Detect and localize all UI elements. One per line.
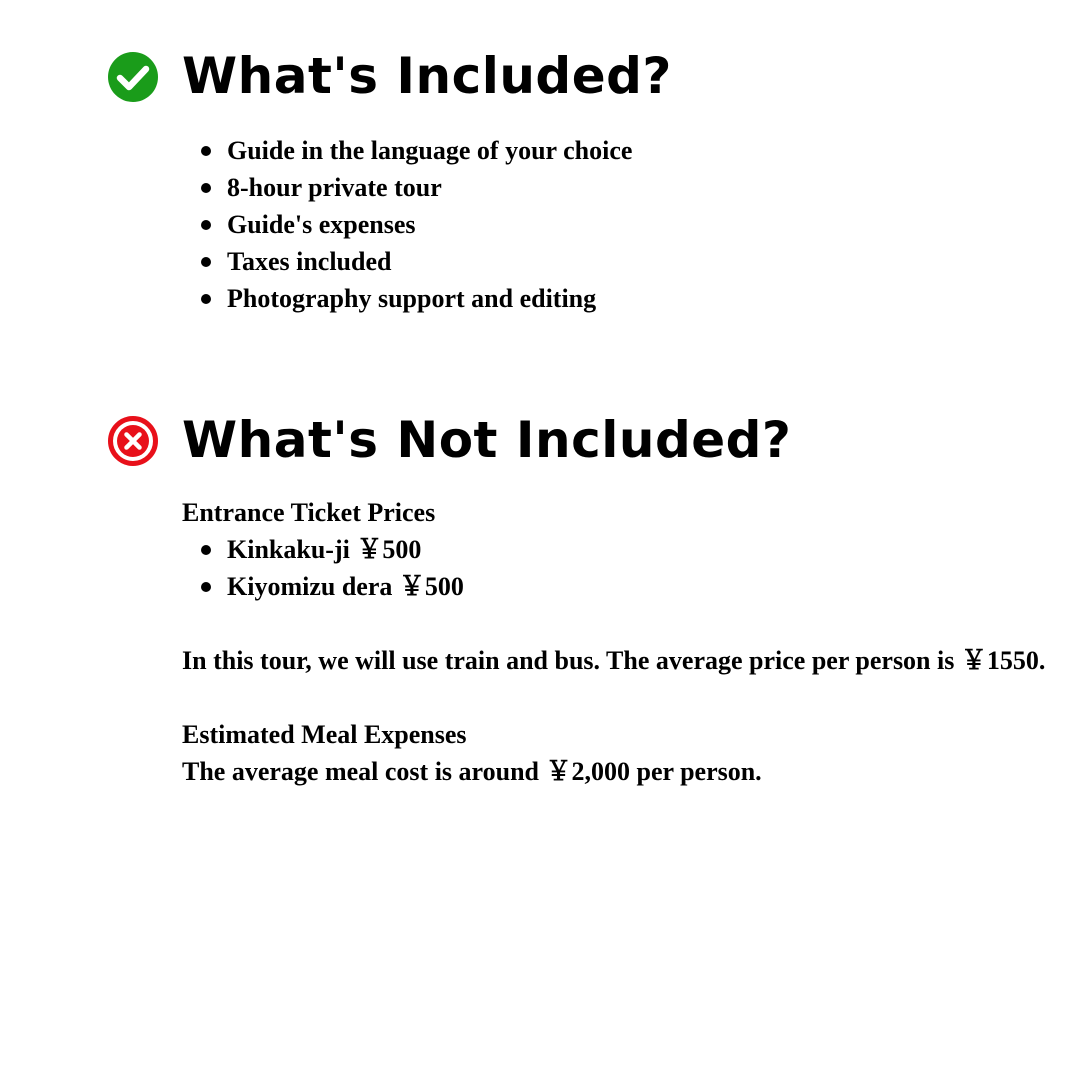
list-item: Kinkaku-ji ￥500 <box>182 531 1045 568</box>
included-heading-row <box>0 44 1080 108</box>
spacer <box>182 679 1045 716</box>
x-circle-icon <box>107 415 159 467</box>
not-included-title: What's Not Included? <box>182 411 792 469</box>
list-item: Taxes included <box>182 243 632 280</box>
list-item: Kiyomizu dera ￥500 <box>182 568 1045 605</box>
included-title: What's Included? <box>182 47 672 105</box>
included-list <box>182 132 632 317</box>
list-item: Guide in the language of your choice <box>182 132 632 169</box>
list-item: Guide's expenses <box>182 206 632 243</box>
spacer <box>182 605 1045 642</box>
not-included-heading-row <box>0 408 1080 472</box>
meal-heading: Estimated Meal Expenses <box>182 720 467 749</box>
included-section <box>0 44 1080 313</box>
ticket-list <box>182 531 1045 605</box>
transport-note: In this tour, we will use train and bus. The average price per person is ￥1550. <box>182 646 1046 675</box>
list-item: Photography support and editing <box>182 280 632 317</box>
meal-note: The average meal cost is around ￥2,000 per person. <box>182 757 762 786</box>
not-included-section <box>0 408 1080 786</box>
check-circle-icon <box>107 51 159 103</box>
list-item: 8-hour private tour <box>182 169 632 206</box>
not-included-body <box>182 494 1045 790</box>
tickets-heading: Entrance Ticket Prices <box>182 498 436 527</box>
